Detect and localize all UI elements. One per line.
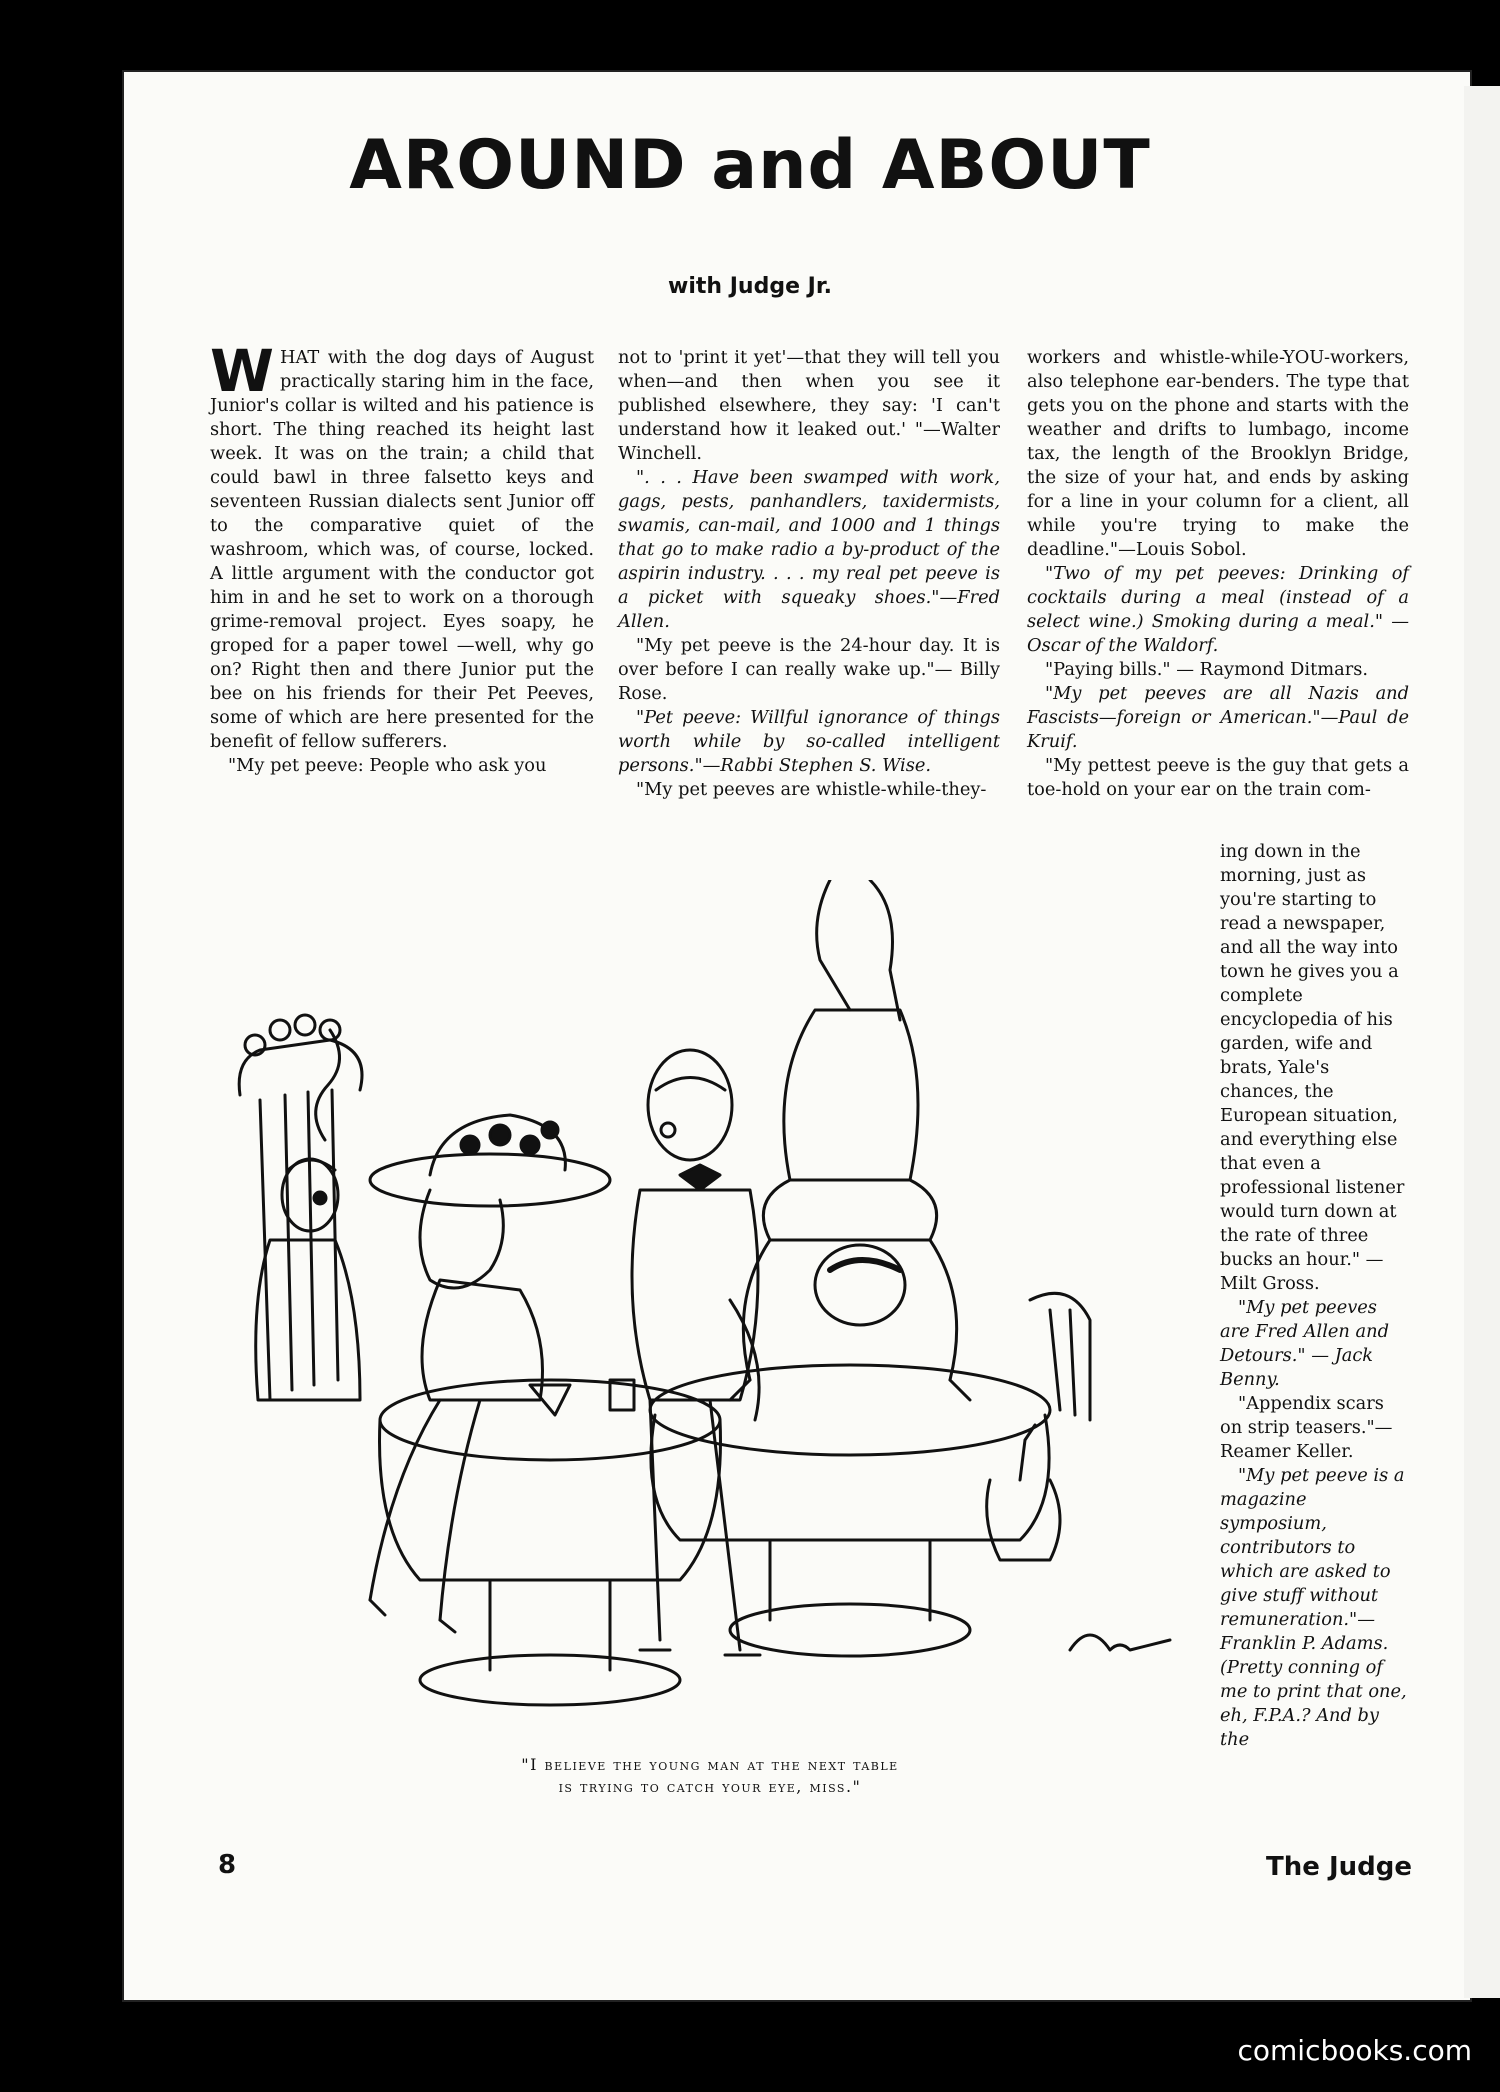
cartoon-illustration (210, 880, 1200, 1740)
woman-with-hat (370, 1115, 610, 1632)
smoke-curl (316, 1030, 340, 1140)
paragraph-italic: "My pet peeves are Fred Allen and Detours." — Jack Benny. (1220, 1297, 1389, 1390)
paragraph: "My pet peeve: People who ask you (228, 755, 547, 776)
paragraph: "My pet peeves are whistle-while-they- (636, 779, 987, 800)
paragraph: not to 'print it yet'—that they will tell you when—and then when you see it published elsewhere, they say: 'I can't understand how it leaked out.' "—Walter Winchell. (618, 347, 1000, 464)
paragraph: "My pet peeve is the 24-hour day. It is over before I can really wake up."— Billy Rose. (618, 635, 1000, 704)
waiter (632, 1050, 760, 1655)
column-3 (1027, 346, 1409, 802)
paragraph-italic: "My pet peeve is a magazine symposium, contributors to which are asked to give stuff without remuneration."—Franklin P. Adams. (Pretty conning of me to print that one, eh, F.P.A.? And by the (1220, 1465, 1407, 1750)
facing-page-edge (1464, 86, 1500, 1998)
paragraph: "Paying bills." — Raymond Ditmars. (1045, 659, 1368, 680)
cartoon-caption: "I believe the young man at the next table is trying to catch your eye, miss." (521, 1755, 899, 1796)
paragraph-italic: "Two of my pet peeves: Drinking of cocktails during a meal (instead of a select wine.) Smoking during a meal." —Oscar of the Waldorf. (1027, 563, 1409, 656)
paragraph: WHAT with the dog days of August practically staring him in the face, Junior's collar is wilted and his patience is short. The thing reached its height last week. It was on the train; a child that could bawl in three falsetto keys and seventeen Russian dialects sent Junior off to the comparative quiet of the washroom, which was, of course, locked. A little argument with the conductor got him in and he set to work on a thorough grime-removal project. Eyes soapy, he groped for a paper towel —well, why go on? Right then and there Junior put the bee on his friends for their Pet Peeves, some of which are here presented for the benefit of fellow sufferers. (210, 337, 594, 752)
column-1 (210, 337, 594, 778)
upside-down-man (730, 880, 970, 1400)
paragraph-italic: "Pet peeve: Willful ignorance of things worth while by so-called intelligent persons."—Rabbi Stephen S. Wise. (618, 707, 1000, 776)
byline: with Judge Jr. (668, 274, 832, 299)
artist-signature (1070, 1635, 1170, 1650)
paragraph: ing down in the morning, just as you're starting to read a newspaper, and all the way into town he gives you a complete encyclopedia of his garden, wife and brats, Yale's chances, the European situation, and everything else that even a professional listener would turn down at the rate of three bucks an hour." — Milt Gross. (1220, 841, 1405, 1294)
page-number: 8 (218, 1850, 237, 1880)
column-2 (618, 346, 1000, 802)
seated-man (256, 1159, 360, 1400)
page-title: AROUND and ABOUT (349, 126, 1151, 205)
paragraph: workers and whistle-while-YOU-workers, also telephone ear-benders. The type that gets you on the phone and starts with the weather and drifts to lumbago, income tax, the length of the Brooklyn Bridge, the size of your hat, and ends by asking for a line in your column for a client, all while you're trying to make the deadline."—Louis Sobol. (1027, 347, 1409, 560)
watermark: comicbooks.com (1237, 2034, 1472, 2067)
paragraph-italic: ". . . Have been swamped with work, gags, pests, panhandlers, taxidermists, swamis, can-mail, and 1000 and 1 things that go to make radio a by-product of the aspirin industry. . . . my real pet peeve is a picket with squeaky shoes."—Fred Allen. (618, 467, 1000, 632)
paragraph: "My pettest peeve is the guy that gets a toe-hold on your ear on the train com- (1027, 755, 1409, 800)
paragraph-italic: "My pet peeves are all Nazis and Fascists—foreign or American."—Paul de Kruif. (1027, 683, 1409, 752)
drop-cap: W (210, 337, 274, 405)
paragraph: "Appendix scars on strip teasers."— Reamer Keller. (1220, 1393, 1393, 1462)
column-3-narrow (1220, 840, 1409, 1752)
drape-pillar (239, 1015, 362, 1400)
magazine-name: The Judge (1266, 1852, 1412, 1882)
bentwood-chair (1030, 1293, 1090, 1420)
